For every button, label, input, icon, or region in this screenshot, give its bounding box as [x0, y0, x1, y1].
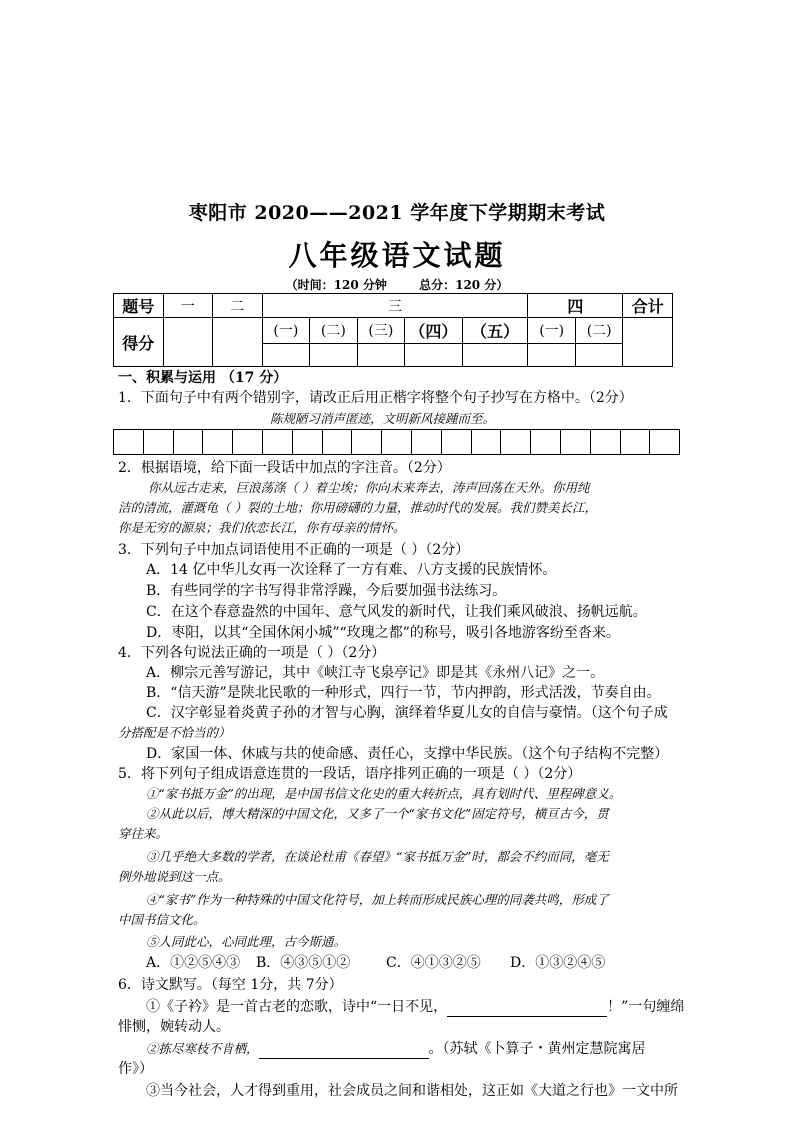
score-cell [623, 318, 673, 367]
q5-stem: 5．将下列句子组成语意连贯的一段话，语序排列正确的一项是（ ）（2分） [118, 766, 582, 782]
q5-sentence: ③几乎绝大多数的学者，在谈论杜甫《春望》“家书抵万金”时，都会不约而同，毫无 [146, 849, 609, 864]
q3-option-b: B．有些同学的字书写得非常浮躁，今后要加强书法练习。 [146, 583, 507, 599]
q5-sentence: ⑤人同此心，心同此理，古今斯通。 [146, 934, 347, 949]
score-table-subcol: (三) [357, 318, 405, 344]
q5-sentence: 中国书信文化。 [118, 912, 206, 927]
q4-option-a: A．柳宗元善写游记，其中《峡江寺飞泉亭记》即是其《永州八记》之一。 [146, 665, 605, 681]
q4-stem: 4．下列各句说法正确的一项是（ ）（2分） [118, 645, 386, 661]
q3-option-a: A．14 亿中华儿女再一次诠释了一方有难、八方支援的民族情怀。 [146, 562, 557, 578]
exam-meta [0, 276, 794, 293]
q6-item-1-cont: 悱恻，婉转动人。 [118, 1019, 230, 1035]
q4-option-c: C．汉字彰显着炎黄子孙的才智与心胸，演绎着华夏儿女的自信与豪情。（这个句子成 [146, 705, 668, 721]
q5-sentence: ②从此以后，博大精深的中国文化，又多了一个“家书文化”固定符号，横亘古今，贯 [146, 806, 609, 821]
score-table-col: 一 [163, 294, 213, 318]
q6-item-2 [146, 1038, 646, 1059]
score-table-subcol: (二) [575, 318, 623, 344]
q6-item-2-text: 。（苏轼《卜算子・黄州定慧院寓居 [428, 1041, 646, 1057]
q6-item-1 [146, 996, 684, 1017]
score-table-subcol: (二) [310, 318, 358, 344]
score-table [113, 293, 673, 367]
q3-option-c: C．在这个春意盎然的中国年、意气风发的新时代，让我们乘风破浪、扬帆远航。 [146, 604, 647, 620]
q3-option-d: D．枣阳，以其“全国休闲小城”“玫瑰之都”的称号，吸引各地游客纷至沓来。 [146, 625, 620, 641]
exam-total: 总分：120 分） [419, 278, 509, 292]
score-table-col: 合计 [623, 294, 673, 318]
q6-item-2-text: ②拣尽寒枝不肯栖， [146, 1041, 259, 1056]
answer-grid[interactable] [113, 429, 680, 455]
q6-item-1-text: ！”一句缠绵 [607, 999, 685, 1015]
q5-sentence: 例外地说到这一点。 [118, 869, 231, 884]
q4-option-c-note: 分搭配是不恰当的） [118, 725, 231, 740]
q3-stem: 3．下列句子中加点词语使用不正确的一项是（ ）（2分） [118, 542, 470, 558]
score-cell [575, 343, 623, 366]
score-table-row-label: 得分 [114, 318, 164, 367]
score-table-col: 四 [528, 294, 623, 318]
q6-item-1-text: ①《子衿》是一首古老的恋歌，诗中“一日不见， [146, 999, 448, 1015]
score-cell [310, 343, 358, 366]
score-cell [528, 343, 576, 366]
score-table-subcol: （四） [405, 318, 463, 344]
score-cell [462, 343, 528, 366]
q6-item-2-cont: 作》） [118, 1061, 153, 1077]
answer-blank[interactable] [447, 996, 607, 1017]
q6-item-3: ③当今社会，人才得到重用，社会成员之间和谐相处，这正如《大道之行也》一文中所 [146, 1083, 678, 1099]
q2-passage-line: 你从远古走来，巨浪荡涤（ ）着尘埃；你向未来奔去，涛声回荡在天外。你用纯 [148, 480, 590, 495]
q2-passage-line: 洁的清流，灌溉龟（ ）裂的土地；你用磅礴的力量，推动时代的发展。我们赞美长江， [118, 500, 597, 515]
q4-option-b: B．“信天游”是陕北民歌的一种形式，四行一节，节内押韵，形式活泼，节奏自由。 [146, 685, 661, 701]
score-cell [163, 318, 213, 367]
answer-blank[interactable] [259, 1038, 429, 1059]
q5-sentence: 穿往来。 [118, 826, 169, 841]
score-table-row-label: 题号 [114, 294, 164, 318]
score-cell [357, 343, 405, 366]
score-table-subcol: (一) [528, 318, 576, 344]
q5-option-c: C．④①③②⑤ [386, 955, 481, 971]
q1-sentence: 陈规陋习消声匿迹，文明新风接踵而至。 [270, 411, 496, 426]
q1-stem: 1．下面句子中有两个错别字，请改正后用正楷字将整个句子抄写在方格中。（2分） [118, 390, 633, 406]
q4-option-d: D．家国一体、休戚与共的使命感、责任心，支撑中华民族。（这个句子结构不完整） [146, 746, 669, 762]
section-title: 一、积累与运用 （17 分） [118, 370, 288, 386]
q6-stem: 6．诗文默写。（每空 1分，共 7分） [118, 977, 343, 993]
score-table-subcol: (一) [262, 318, 310, 344]
exam-title: 枣阳市 2020——2021 学年度下学期期末考试 [188, 202, 606, 224]
exam-subtitle: 八年级语文试题 [288, 239, 506, 272]
score-table-col: 二 [213, 294, 263, 318]
exam-time: （时间：120 分钟 [285, 278, 387, 292]
q5-option-d: D．①③②④⑤ [510, 955, 606, 971]
score-table-subcol: （五） [462, 318, 528, 344]
score-cell [213, 318, 263, 367]
q5-option-a: A．①②⑤④③ [146, 955, 241, 971]
q5-sentence: ④“家书”作为一种特殊的中国文化符号，加上转而形成民族心理的同袭共鸣，形成了 [146, 892, 609, 907]
q5-sentence: ①“家书抵万金”的出现，是中国书信文化史的重大转折点，具有划时代、里程碑意义。 [146, 786, 622, 801]
q5-option-b: B．④③⑤①② [256, 955, 351, 971]
score-cell [262, 343, 310, 366]
score-cell [405, 343, 463, 366]
q2-passage-line: 你是无穷的源泉；我们依恋长江，你有母亲的情怀。 [118, 520, 406, 535]
q2-stem: 2．根据语境，给下面一段话中加点的字注音。（2分） [118, 460, 451, 476]
score-table-col: 三 [262, 294, 528, 318]
